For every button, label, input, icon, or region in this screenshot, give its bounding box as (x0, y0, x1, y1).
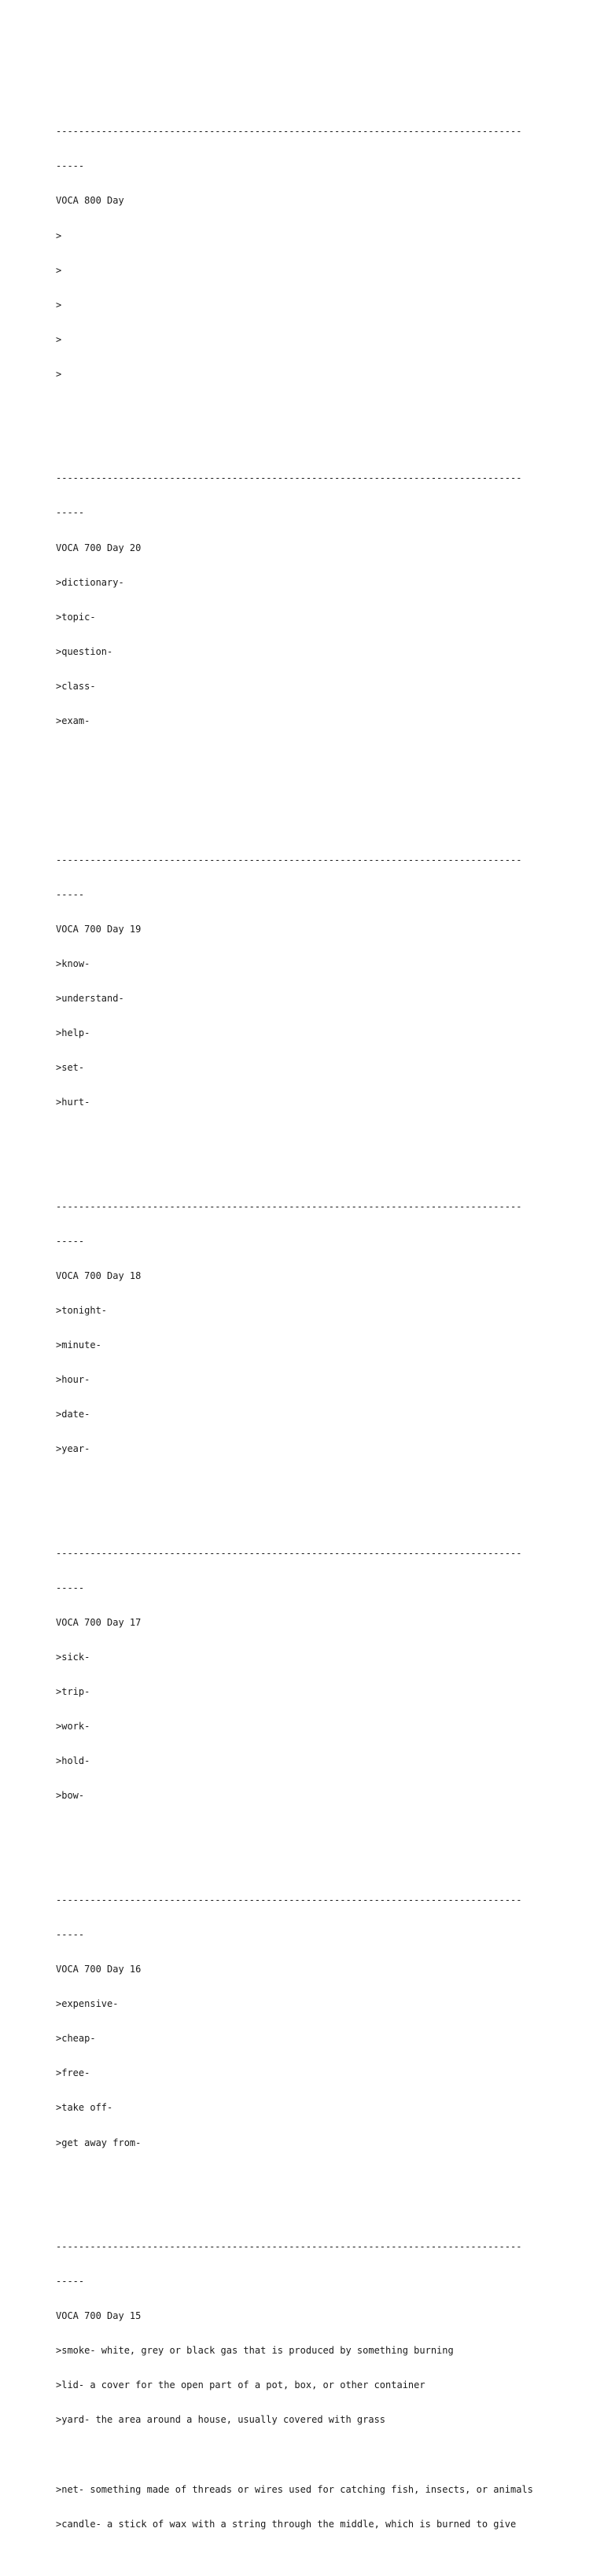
vocab-item: > (56, 368, 62, 380)
vocab-item: > (56, 333, 62, 345)
vocab-definition: >net- something made of threads or wires used for catching fish, insects, or animals (56, 2483, 533, 2495)
section-voca-700-day-16 (56, 1871, 559, 2171)
vocab-item: >work- (56, 1721, 90, 1733)
vocab-item: >class- (56, 680, 96, 692)
vocab-item: >know- (56, 957, 90, 969)
vocab-item: >year- (56, 1443, 90, 1455)
vocab-item: > (56, 230, 62, 241)
vocab-item: >minute- (56, 1339, 101, 1351)
vocab-item: > (56, 264, 62, 276)
separator-tail: ----- (56, 1582, 85, 1593)
separator-tail: ----- (56, 507, 85, 519)
separator-line: ---------------------------------------------------------------------------------- (56, 1894, 522, 1905)
section-title: VOCA 700 Day 18 (56, 1270, 142, 1281)
separator-tail: ----- (56, 888, 85, 900)
blank-line (56, 750, 559, 762)
separator-line: ---------------------------------------------------------------------------------- (56, 2240, 522, 2252)
vocab-item: >expensive- (56, 1998, 119, 2010)
section-voca-700-day-15 (56, 2218, 559, 2552)
section-title: VOCA 700 Day 15 (56, 2310, 142, 2322)
vocab-item: >cheap- (56, 2033, 96, 2045)
vocab-definition: >candle- a stick of wax with a string through the middle, which is burned to give (56, 2518, 517, 2530)
section-voca-800 (56, 103, 559, 403)
vocab-item: >sick- (56, 1652, 90, 1663)
section-title: VOCA 800 Day (56, 195, 124, 207)
vocab-item: >exam- (56, 715, 90, 727)
separator-line: ---------------------------------------------------------------------------------- (56, 854, 522, 865)
blank-line (56, 2449, 559, 2461)
section-title: VOCA 700 Day 16 (56, 1964, 142, 1975)
separator-tail: ----- (56, 1235, 85, 1247)
separator-line: ---------------------------------------------------------------------------------- (56, 1200, 522, 1212)
vocab-item: >hurt- (56, 1097, 90, 1108)
vocab-definition: >yard- the area around a house, usually covered with grass (56, 2414, 386, 2426)
section-voca-700-day-17 (56, 1524, 559, 1825)
vocab-definition: >lid- a cover for the open part of a pot, box, or other container (56, 2379, 425, 2391)
section-title: VOCA 700 Day 20 (56, 542, 142, 553)
vocab-item: >tonight- (56, 1304, 108, 1316)
vocab-item: >dictionary- (56, 576, 124, 588)
vocab-item: >topic- (56, 611, 96, 623)
vocab-item: >free- (56, 2067, 90, 2079)
vocab-item: > (56, 299, 62, 311)
section-title: VOCA 700 Day 17 (56, 1616, 142, 1628)
vocab-item: >set- (56, 1062, 85, 1074)
separator-line: ---------------------------------------------------------------------------------- (56, 1547, 522, 1559)
vocab-item: >date- (56, 1409, 90, 1420)
separator-tail: ----- (56, 2275, 85, 2287)
vocab-item: >hold- (56, 1755, 90, 1767)
separator-line: ---------------------------------------------------------------------------------- (56, 472, 522, 484)
document-page (56, 57, 559, 2576)
section-voca-700-day-20 (56, 450, 559, 785)
vocab-item: >take off- (56, 2102, 113, 2114)
separator-line: ---------------------------------------------------------------------------------- (56, 126, 522, 138)
separator-tail: ----- (56, 160, 85, 172)
vocab-item: >question- (56, 645, 113, 657)
vocab-item: >get away from- (56, 2137, 142, 2148)
vocab-item: >hour- (56, 1374, 90, 1386)
vocab-item: >trip- (56, 1686, 90, 1698)
vocab-definition: >smoke- white, grey or black gas that is produced by something burning (56, 2345, 454, 2357)
separator-tail: ----- (56, 1928, 85, 1940)
vocab-item: >bow- (56, 1790, 85, 1802)
section-voca-700-day-19 (56, 831, 559, 1131)
section-title: VOCA 700 Day 19 (56, 923, 142, 935)
section-voca-700-day-18 (56, 1178, 559, 1478)
vocab-item: >understand- (56, 992, 124, 1004)
vocab-item: >help- (56, 1027, 90, 1039)
